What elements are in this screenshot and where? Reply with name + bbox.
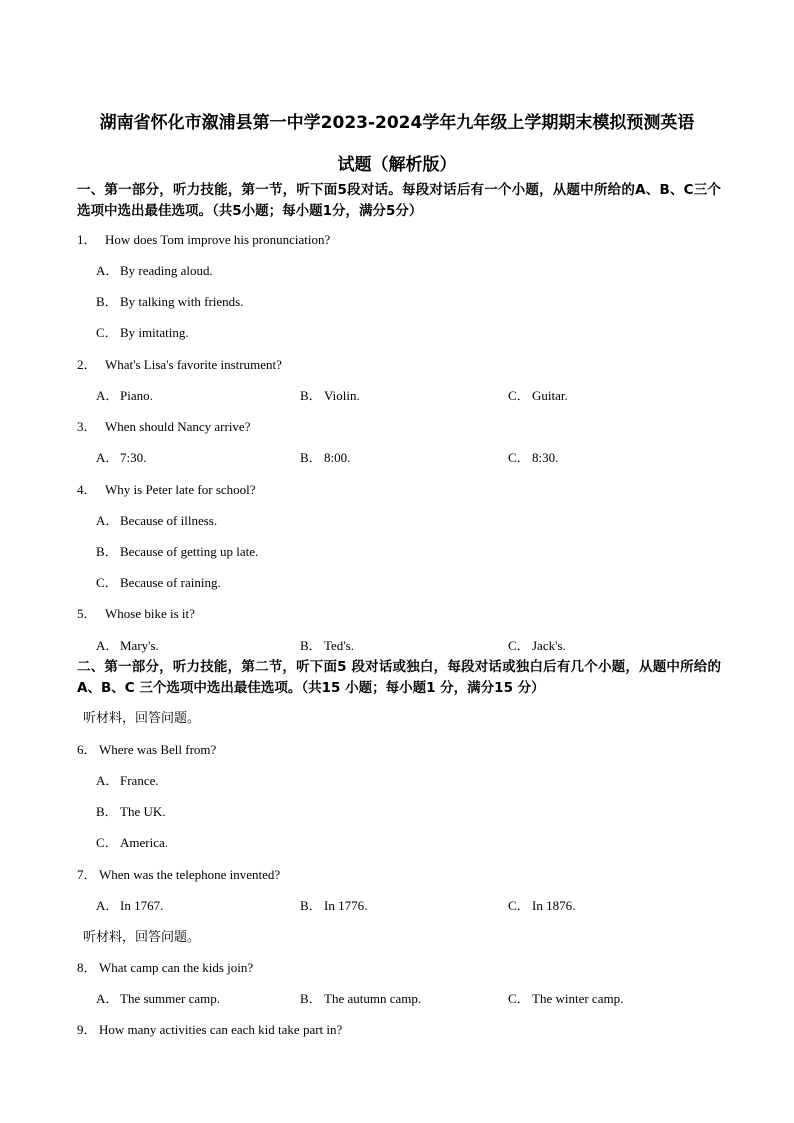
question-3-option-c: C． 8:30. <box>508 450 559 465</box>
question-text: How does Tom improve his pronunciation? <box>105 232 331 247</box>
question-2-option-a: A． Piano. <box>96 388 153 403</box>
question-5-option-b: B． Ted's. <box>300 638 354 653</box>
question-3 <box>77 416 250 435</box>
question-7 <box>77 864 280 883</box>
question-number: 5． <box>77 606 97 621</box>
question-number: 1． <box>77 232 97 247</box>
question-6-option-a: A． France. <box>96 773 159 788</box>
question-text: What camp can the kids join? <box>99 960 254 975</box>
question-6 <box>77 739 216 758</box>
question-8-option-a: A． The summer camp. <box>96 991 220 1006</box>
question-1-option-c: C． By imitating. <box>96 325 189 340</box>
question-5-option-a: A． Mary's. <box>96 638 159 653</box>
section-heading-1: 一、第一部分，听力技能，第一节，听下面5段对话。每段对话后有一个小题，从题中所给的A、B、C三个选项中选出最佳选项。（共5小题；每小题1分，满分5分） <box>77 182 721 219</box>
question-1 <box>77 229 330 248</box>
question-text: When was the telephone invented? <box>99 867 281 882</box>
question-text: How many activities can each kid take part in? <box>99 1022 343 1037</box>
question-5 <box>77 603 195 622</box>
question-1-option-b: B． By talking with friends. <box>96 294 244 309</box>
question-4-option-a: A． Because of illness. <box>96 513 218 528</box>
question-number: 9． <box>77 1022 97 1037</box>
question-7-option-a: A． In 1767. <box>96 898 164 913</box>
listening-instruction-2: 听材料，回答问题。 <box>83 930 201 945</box>
question-7-option-c: C． In 1876. <box>508 898 576 913</box>
question-8 <box>77 957 253 976</box>
question-8-option-b: B． The autumn camp. <box>300 991 422 1006</box>
question-number: 8． <box>77 960 97 975</box>
question-4-option-c: C． Because of raining. <box>96 575 221 590</box>
question-3-option-b: B． 8:00. <box>300 450 351 465</box>
document-title-line-2: 试题（解析版） <box>337 155 457 175</box>
question-number: 3． <box>77 419 97 434</box>
question-9 <box>77 1019 342 1038</box>
question-3-option-a: A． 7:30. <box>96 450 147 465</box>
question-4 <box>77 479 256 498</box>
question-5-option-c: C． Jack's. <box>508 638 566 653</box>
question-text: What's Lisa's favorite instrument? <box>105 357 282 372</box>
question-number: 4． <box>77 482 97 497</box>
question-number: 2． <box>77 357 97 372</box>
question-7-option-b: B． In 1776. <box>300 898 368 913</box>
question-1-option-a: A． By reading aloud. <box>96 263 213 278</box>
question-2-option-b: B． Violin. <box>300 388 360 403</box>
question-2-option-c: C． Guitar. <box>508 388 568 403</box>
question-6-option-c: C． America. <box>96 835 169 850</box>
listening-instruction-1: 听材料，回答问题。 <box>83 711 201 726</box>
question-text: When should Nancy arrive? <box>105 419 251 434</box>
question-text: Why is Peter late for school? <box>105 482 256 497</box>
question-text: Where was Bell from? <box>99 742 217 757</box>
document-title-line-1: 湖南省怀化市溆浦县第一中学2023-2024学年九年级上学期期末模拟预测英语 <box>99 113 695 133</box>
question-text: Whose bike is it? <box>105 606 195 621</box>
question-number: 7． <box>77 867 97 882</box>
question-2 <box>77 354 282 373</box>
question-8-option-c: C． The winter camp. <box>508 991 624 1006</box>
question-4-option-b: B． Because of getting up late. <box>96 544 259 559</box>
question-number: 6． <box>77 742 97 757</box>
question-6-option-b: B． The UK. <box>96 804 166 819</box>
section-heading-2: 二、第一部分，听力技能，第二节，听下面5 段对话或独白，每段对话或独白后有几个小题，从题中所给的A、B、C 三个选项中选出最佳选项。（共15 小题；每小题1 分，满分15 分） <box>77 659 721 696</box>
